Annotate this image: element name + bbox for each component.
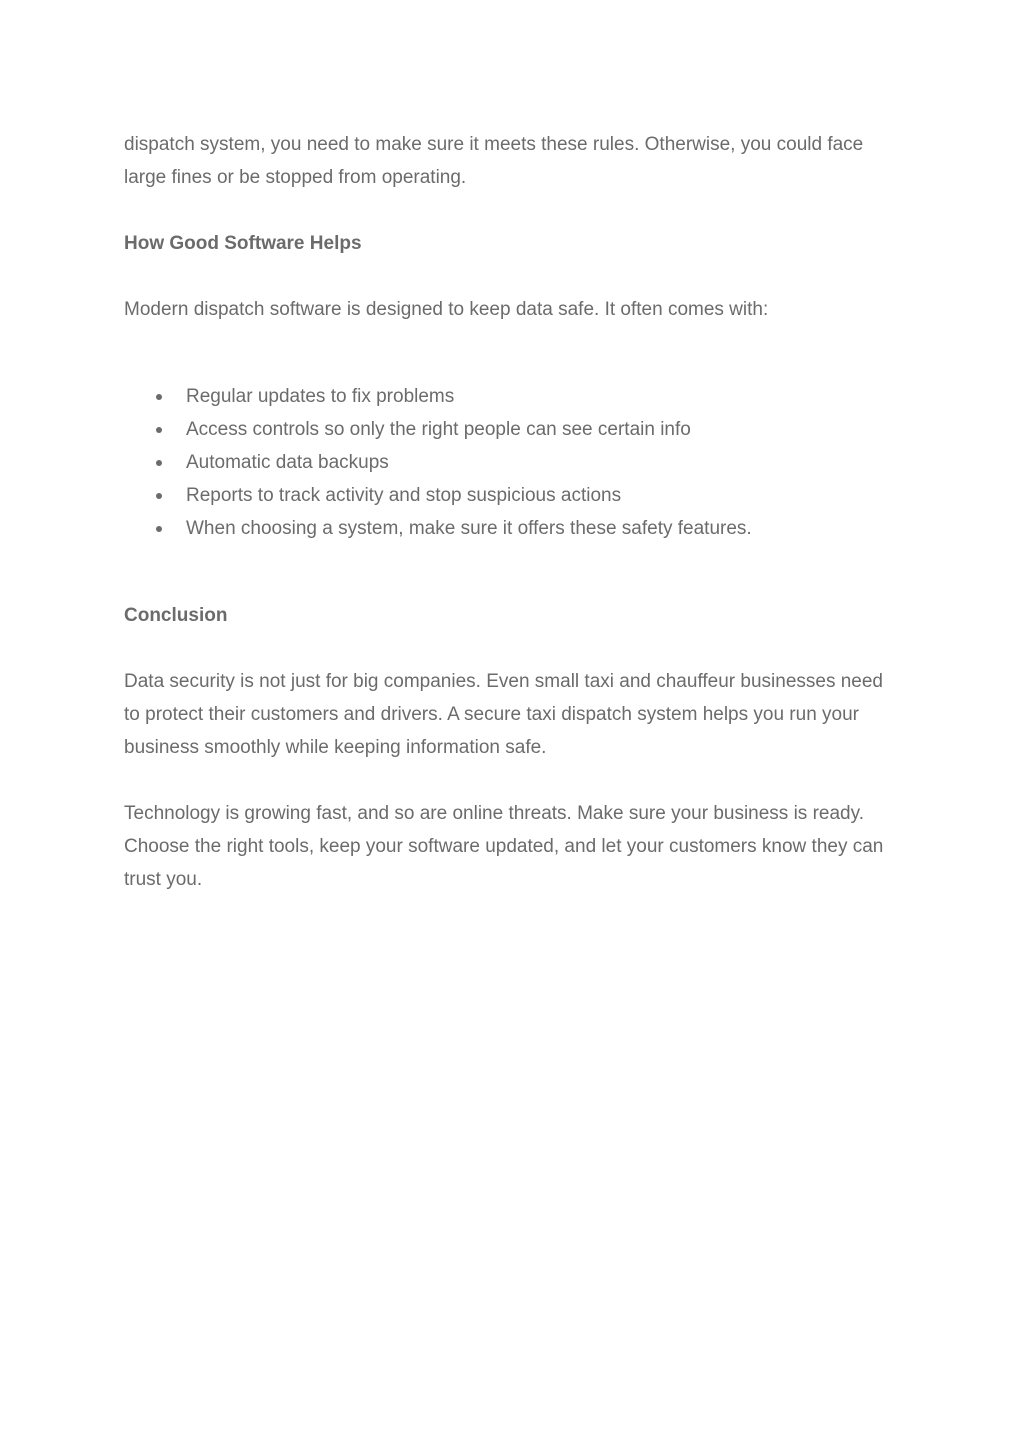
spacer <box>124 260 904 293</box>
document-page <box>124 128 904 896</box>
spacer <box>124 764 904 797</box>
spacer <box>124 632 904 665</box>
list-item-text: Access controls so only the right people can see certain info <box>186 419 691 440</box>
bullet-icon <box>156 427 162 433</box>
list-item-text: Regular updates to fix problems <box>186 386 455 407</box>
software-intro-paragraph: Modern dispatch software is designed to keep data safe. It often comes with: <box>124 299 769 320</box>
bullet-icon <box>156 460 162 466</box>
list-item <box>124 380 904 413</box>
section-heading-software: How Good Software Helps <box>124 233 362 254</box>
bullet-icon <box>156 526 162 532</box>
list-item <box>124 446 904 479</box>
list-item-text: Reports to track activity and stop suspicious actions <box>186 485 622 506</box>
spacer <box>124 545 904 599</box>
software-features-list <box>124 380 904 545</box>
list-item-text: When choosing a system, make sure it offers these safety features. <box>186 518 752 539</box>
list-item-text: Automatic data backups <box>186 452 389 473</box>
conclusion-paragraph-2: Technology is growing fast, and so are online threats. Make sure your business is ready. Choose the right tools, keep your software updated, and let your customers know they can trust you. <box>124 803 884 890</box>
intro-continuation-paragraph: dispatch system, you need to make sure it meets these rules. Otherwise, you could face large fines or be stopped from operating. <box>124 134 864 188</box>
bullet-icon <box>156 493 162 499</box>
conclusion-paragraph-1: Data security is not just for big companies. Even small taxi and chauffeur businesses need to protect their customers and drivers. A secure taxi dispatch system helps you run your business smoothly while keeping information safe. <box>124 671 883 758</box>
section-heading-conclusion: Conclusion <box>124 605 228 626</box>
spacer <box>124 194 904 227</box>
bullet-icon <box>156 394 162 400</box>
list-item <box>124 413 904 446</box>
list-item <box>124 512 904 545</box>
spacer <box>124 326 904 380</box>
list-item <box>124 479 904 512</box>
